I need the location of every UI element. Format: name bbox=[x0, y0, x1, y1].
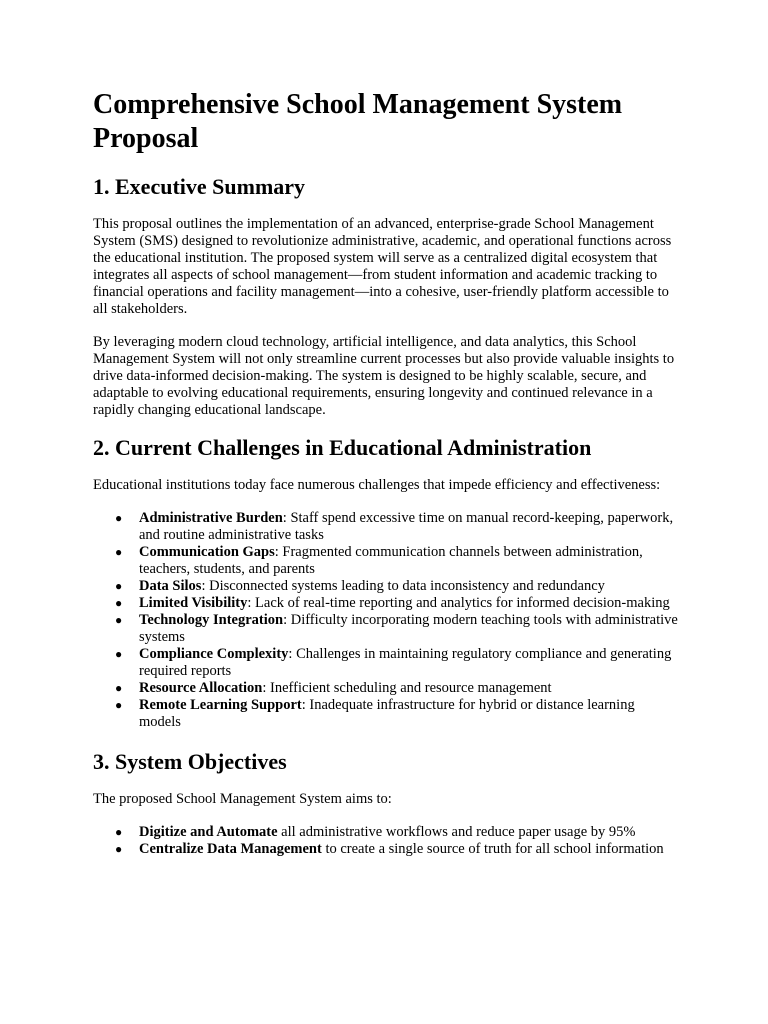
list-item-text: : Disconnected systems leading to data inconsistency and redundancy bbox=[201, 578, 605, 594]
list-item-text: : Fragmented communication channels between administration, teachers, students, and parents bbox=[139, 544, 643, 577]
challenges-list bbox=[93, 510, 680, 731]
list-item-term: Technology Integration bbox=[139, 612, 284, 628]
list-item bbox=[115, 697, 680, 731]
section-heading: 3. System Objectives bbox=[93, 749, 287, 774]
list-item bbox=[115, 578, 680, 595]
list-item-text: : Inefficient scheduling and resource management bbox=[262, 680, 552, 696]
bullet-icon: ● bbox=[115, 647, 123, 661]
list-item-term: Centralize Data Management bbox=[139, 841, 322, 857]
list-item-term: Remote Learning Support bbox=[139, 697, 302, 713]
bullet-icon: ● bbox=[115, 511, 123, 525]
section-intro: The proposed School Management System aims to: bbox=[93, 791, 392, 807]
bullet-icon: ● bbox=[115, 681, 123, 695]
bullet-icon: ● bbox=[115, 596, 123, 610]
list-item-text: to create a single source of truth for all school information bbox=[321, 841, 664, 857]
objectives-list bbox=[93, 824, 680, 858]
list-item-term: Digitize and Automate bbox=[139, 824, 278, 840]
section-current-challenges bbox=[93, 435, 680, 731]
list-item bbox=[115, 595, 680, 612]
bullet-icon: ● bbox=[115, 698, 123, 712]
list-item bbox=[115, 841, 680, 858]
paragraph: By leveraging modern cloud technology, artificial intelligence, and data analytics, this School Management System will not only streamline current processes but also provide valuable insights to drive data-informed decision-making. The system is designed to be highly scalable, secure, and adaptable to evolving educational requirements, ensuring longevity and continued relevance in a rapidly changing educational landscape. bbox=[93, 334, 675, 418]
list-item bbox=[115, 510, 680, 544]
list-item bbox=[115, 646, 680, 680]
document-title: Comprehensive School Management System Proposal bbox=[93, 89, 623, 154]
list-item-term: Administrative Burden bbox=[139, 510, 283, 526]
section-heading: 2. Current Challenges in Educational Administration bbox=[93, 435, 592, 460]
list-item bbox=[115, 544, 680, 578]
list-item-term: Limited Visibility bbox=[139, 595, 248, 611]
list-item-text: : Challenges in maintaining regulatory compliance and generating required reports bbox=[139, 646, 672, 679]
bullet-icon: ● bbox=[115, 613, 123, 627]
list-item-term: Compliance Complexity bbox=[139, 646, 289, 662]
paragraph: This proposal outlines the implementation of an advanced, enterprise-grade School Management System (SMS) designed to revolutionize administrative, academic, and operational functions across the educational institution. The proposed system will serve as a centralized digital ecosystem that integrates all aspects of school management—from student information and academic tracking to financial operations and facility management—into a cohesive, user-friendly platform accessible to all stakeholders. bbox=[93, 216, 672, 317]
bullet-icon: ● bbox=[115, 842, 123, 856]
list-item-text: all administrative workflows and reduce paper usage by 95% bbox=[277, 824, 636, 840]
list-item bbox=[115, 612, 680, 646]
bullet-icon: ● bbox=[115, 579, 123, 593]
list-item bbox=[115, 680, 680, 697]
section-intro: Educational institutions today face numerous challenges that impede efficiency and effectiveness: bbox=[93, 477, 661, 493]
list-item-term: Data Silos bbox=[139, 578, 202, 594]
section-heading: 1. Executive Summary bbox=[93, 174, 306, 199]
section-executive-summary bbox=[93, 174, 680, 419]
bullet-icon: ● bbox=[115, 825, 123, 839]
list-item-text: : Lack of real-time reporting and analytics for informed decision-making bbox=[247, 595, 670, 611]
bullet-icon: ● bbox=[115, 545, 123, 559]
list-item-term: Communication Gaps bbox=[139, 544, 275, 560]
list-item-term: Resource Allocation bbox=[139, 680, 263, 696]
list-item-text: : Difficulty incorporating modern teaching tools with administrative systems bbox=[139, 612, 678, 645]
section-system-objectives bbox=[93, 749, 680, 858]
list-item bbox=[115, 824, 680, 841]
list-item-text: : Inadequate infrastructure for hybrid or distance learning models bbox=[139, 697, 635, 730]
list-item-text: : Staff spend excessive time on manual record-keeping, paperwork, and routine administrative tasks bbox=[139, 510, 674, 543]
